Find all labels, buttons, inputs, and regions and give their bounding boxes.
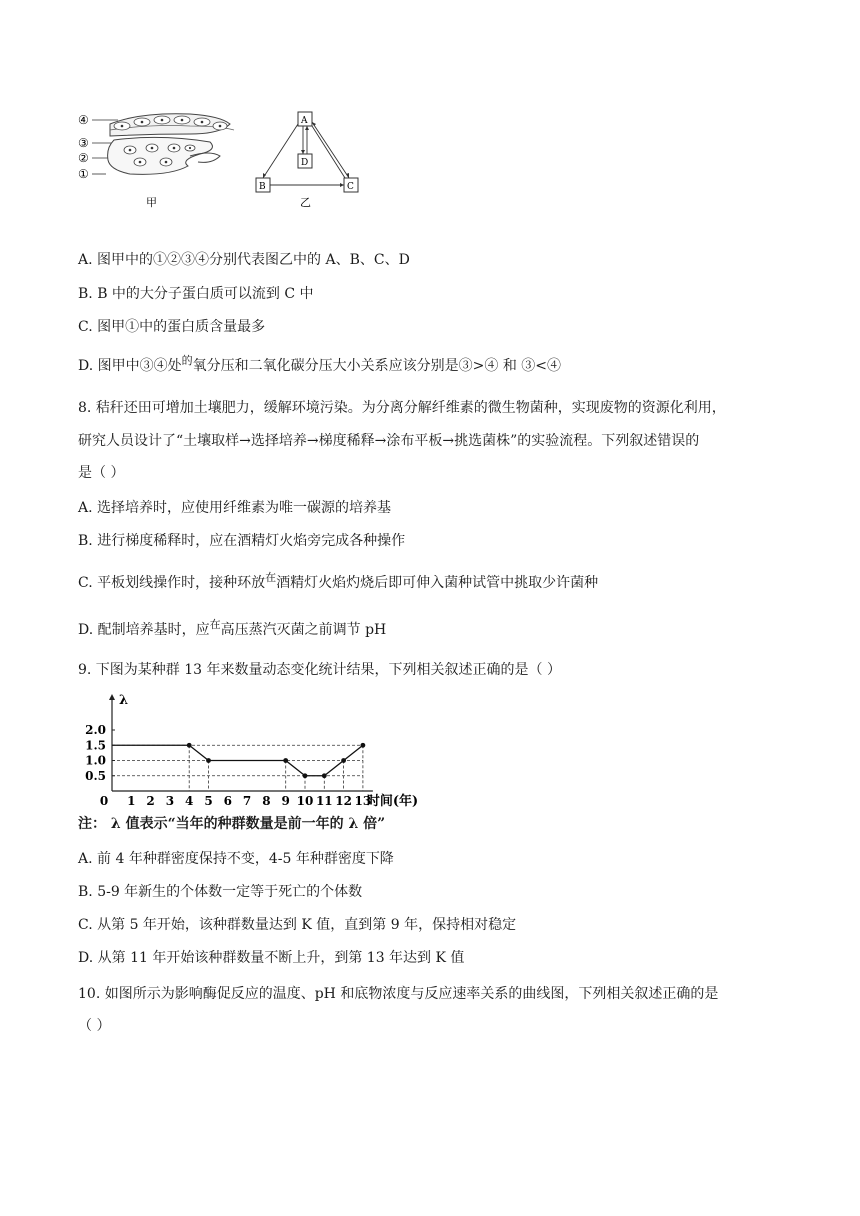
q8-stem-line-3: 是（ ）: [78, 465, 125, 481]
x-tick-label: 9: [281, 794, 290, 808]
x-tick-label: 11: [315, 794, 333, 808]
y-axis-label: λ: [119, 693, 129, 708]
x-tick-label: 12: [335, 794, 352, 808]
x-tick-label: 3: [165, 794, 175, 808]
q9-option-c: C. 从第 5 年开始，该种群数量达到 K 值，直到第 9 年，保持相对稳定: [78, 917, 517, 933]
q9-option-a: A. 前 4 年种群密度保持不变，4-5 年种群密度下降: [78, 851, 394, 867]
x-tick-label: 7: [242, 794, 252, 808]
yi-caption: 乙: [300, 196, 311, 209]
q7-option-d-after: 氧分压和二氧化碳分压大小关系应该分别是③>④ 和 ③<④: [192, 358, 562, 374]
q8-stem-line-2: 研究人员设计了“土壤取样→选择培养→梯度稀释→涂布平板→挑选菌株”的实验流程。下列叙述错误的: [78, 433, 700, 449]
figure-yi: [256, 112, 358, 209]
q7-option-c: C. 图甲①中的蛋白质含量最多: [78, 319, 266, 335]
q8-option-d-before: D. 配制培养基时，应: [78, 622, 210, 638]
q9-option-b: B. 5-9 年新生的个体数一定等于死亡的个体数: [78, 884, 363, 900]
q8-option-c-before: C. 平板划线操作时，接种环放: [78, 575, 266, 591]
q8-option-d-after: 高压蒸汽灭菌之前调节 pH: [220, 622, 387, 638]
q8-option-c: [78, 572, 598, 592]
yi-node-d: D: [301, 158, 309, 168]
x-tick-label: 0: [99, 794, 109, 808]
jia-caption: 甲: [146, 196, 157, 209]
x-tick-label: 10: [296, 794, 314, 808]
jia-label-3: ③: [78, 136, 89, 150]
x-tick-label: 8: [262, 794, 271, 808]
q8-option-c-after: 酒精灯火焰灼烧后即可伸入菌种试管中挑取少许菌种: [276, 575, 599, 591]
q9-stem: 9. 下图为某种群 13 年来数量动态变化统计结果，下列相关叙述正确的是（ ）: [78, 662, 561, 678]
figure-jia: [78, 113, 234, 209]
y-tick-label: 1.5: [85, 738, 106, 753]
y-axis-arrow: [109, 694, 115, 700]
y-tick-label: 1.0: [85, 753, 106, 768]
q9-note: 注： λ 值表示“当年的种群数量是前一年的 λ 倍”: [78, 816, 386, 832]
data-point: [303, 773, 308, 778]
q7-option-b: B. B 中的大分子蛋白质可以流到 C 中: [78, 286, 314, 302]
q10-stem-line-2: （ ）: [78, 1018, 111, 1034]
x-tick-label: 13: [354, 794, 372, 808]
q7-option-d-small: 的: [181, 354, 193, 367]
lambda-chart: [76, 690, 476, 830]
data-point: [206, 758, 211, 763]
x-tick-label: 4: [185, 794, 194, 808]
q8-option-a: A. 选择培养时，应使用纤维素为唯一碳源的培养基: [78, 500, 392, 516]
y-tick-label: 2.0: [85, 723, 106, 737]
q8-option-d-small: 在: [209, 618, 221, 631]
q10-stem-line-1: 10. 如图所示为影响酶促反应的温度、pH 和底物浓度与反应速率关系的曲线图，下列相关叙述正确的是: [78, 986, 719, 1002]
q8-option-b: B. 进行梯度稀释时，应在酒精灯火焰旁完成各种操作: [78, 533, 406, 549]
data-point: [187, 743, 192, 748]
q8-option-d: [78, 619, 386, 639]
yi-node-b: B: [259, 182, 266, 192]
q7-option-a: A. 图甲中的①②③④分别代表图乙中的 A、B、C、D: [78, 252, 410, 268]
q8-option-c-small: 在: [265, 571, 277, 584]
q7-option-d-before: D. 图甲中③④处: [78, 358, 182, 374]
data-point: [341, 758, 346, 763]
x-tick-label: 5: [204, 794, 213, 808]
figure-jia-yi: [70, 104, 390, 214]
y-tick-label: 0.5: [85, 768, 106, 783]
data-point: [322, 773, 327, 778]
q8-stem-line-1: 8. 秸秆还田可增加土壤肥力，缓解环境污染。为分离分解纤维素的微生物菌种，实现废物的资源化利用，: [78, 400, 726, 416]
yi-node-a: A: [301, 116, 308, 126]
q9-option-d: D. 从第 11 年开始该种群数量不断上升，到第 13 年达到 K 值: [78, 950, 465, 966]
jia-label-4: ④: [78, 113, 89, 127]
x-tick-label: 1: [127, 794, 136, 808]
data-point: [361, 743, 366, 748]
jia-label-2: ②: [78, 151, 89, 165]
data-point: [283, 758, 288, 763]
jia-label-1: ①: [78, 167, 89, 181]
q7-option-d: [78, 355, 561, 375]
x-axis-label: 时间(年): [366, 794, 419, 809]
x-tick-label: 2: [146, 794, 155, 808]
x-tick-label: 6: [223, 794, 232, 808]
yi-node-c: C: [347, 182, 354, 192]
